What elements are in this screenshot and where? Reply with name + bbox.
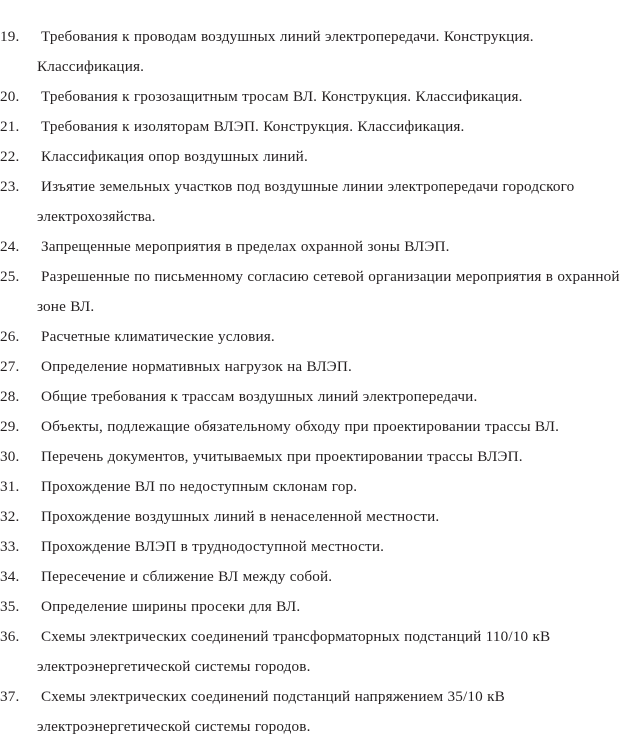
list-item-text: Общие требования к трассам воздушных линий электропередачи. [41,388,478,405]
list-item-number: 36. [0,628,20,645]
list-item-text: Требования к изоляторам ВЛЭП. Конструкция. Классификация. [41,118,465,135]
list-item-text: Прохождение ВЛЭП в труднодоступной местности. [41,538,385,555]
list-item-text: Классификация опор воздушных линий. [41,148,308,165]
list-item-number: 32. [0,508,20,525]
list-item [0,592,642,622]
list-item-text: Расчетные климатические условия. [41,328,275,345]
list-item [0,562,642,592]
list-item [0,502,642,532]
list-item-text: Схемы электрических соединений подстанций напряжением 35/10 кВ электроэнергетической системы городов. [37,688,505,735]
list-item-text: Пересечение и сближение ВЛ между собой. [41,568,333,585]
list-item-number: 30. [0,448,20,465]
list-item [0,382,642,412]
list-item-number: 24. [0,238,20,255]
numbered-list [0,22,642,739]
list-item-number: 37. [0,688,20,705]
list-item [0,232,642,262]
list-item-number: 31. [0,478,20,495]
list-item [0,112,642,142]
list-item-text: Запрещенные мероприятия в пределах охранной зоны ВЛЭП. [41,238,450,255]
list-item [0,322,642,352]
list-item [0,412,642,442]
list-item [0,172,642,232]
list-item-text: Объекты, подлежащие обязательному обходу при проектировании трассы ВЛ. [41,418,560,435]
list-item [0,472,642,502]
list-item [0,352,642,382]
list-item [0,22,642,82]
list-item-text: Требования к проводам воздушных линий электропередачи. Конструкция. Классификация. [37,28,534,75]
list-item-number: 21. [0,118,20,135]
list-item [0,532,642,562]
list-item-text: Определение нормативных нагрузок на ВЛЭП. [41,358,352,375]
list-item-number: 33. [0,538,20,555]
list-item-number: 34. [0,568,20,585]
list-item-number: 19. [0,28,20,45]
list-item-text: Прохождение ВЛ по недоступным склонам гор. [41,478,358,495]
list-item-number: 28. [0,388,20,405]
list-item [0,682,642,739]
list-item [0,262,642,322]
list-item-text: Перечень документов, учитываемых при проектировании трассы ВЛЭП. [41,448,523,465]
list-item-number: 35. [0,598,20,615]
list-item-text: Схемы электрических соединений трансформаторных подстанций 110/10 кВ электроэнергетической системы городов. [37,628,551,675]
list-item [0,622,642,682]
list-item-number: 26. [0,328,20,345]
list-item-number: 29. [0,418,20,435]
list-item-text: Требования к грозозащитным тросам ВЛ. Конструкция. Классификация. [41,88,523,105]
list-item-number: 25. [0,268,20,285]
list-item-text: Разрешенные по письменному согласию сетевой организации мероприятия в охранной зоне ВЛ. [37,268,620,315]
list-item [0,142,642,172]
list-item-number: 27. [0,358,20,375]
list-item-number: 22. [0,148,20,165]
list-item-text: Изъятие земельных участков под воздушные линии электропередачи городского электрохозяйства. [37,178,575,225]
list-item-number: 20. [0,88,20,105]
list-item-text: Определение ширины просеки для ВЛ. [41,598,301,615]
list-item [0,442,642,472]
list-item [0,82,642,112]
list-item-text: Прохождение воздушных линий в ненаселенной местности. [41,508,440,525]
list-item-number: 23. [0,178,20,195]
